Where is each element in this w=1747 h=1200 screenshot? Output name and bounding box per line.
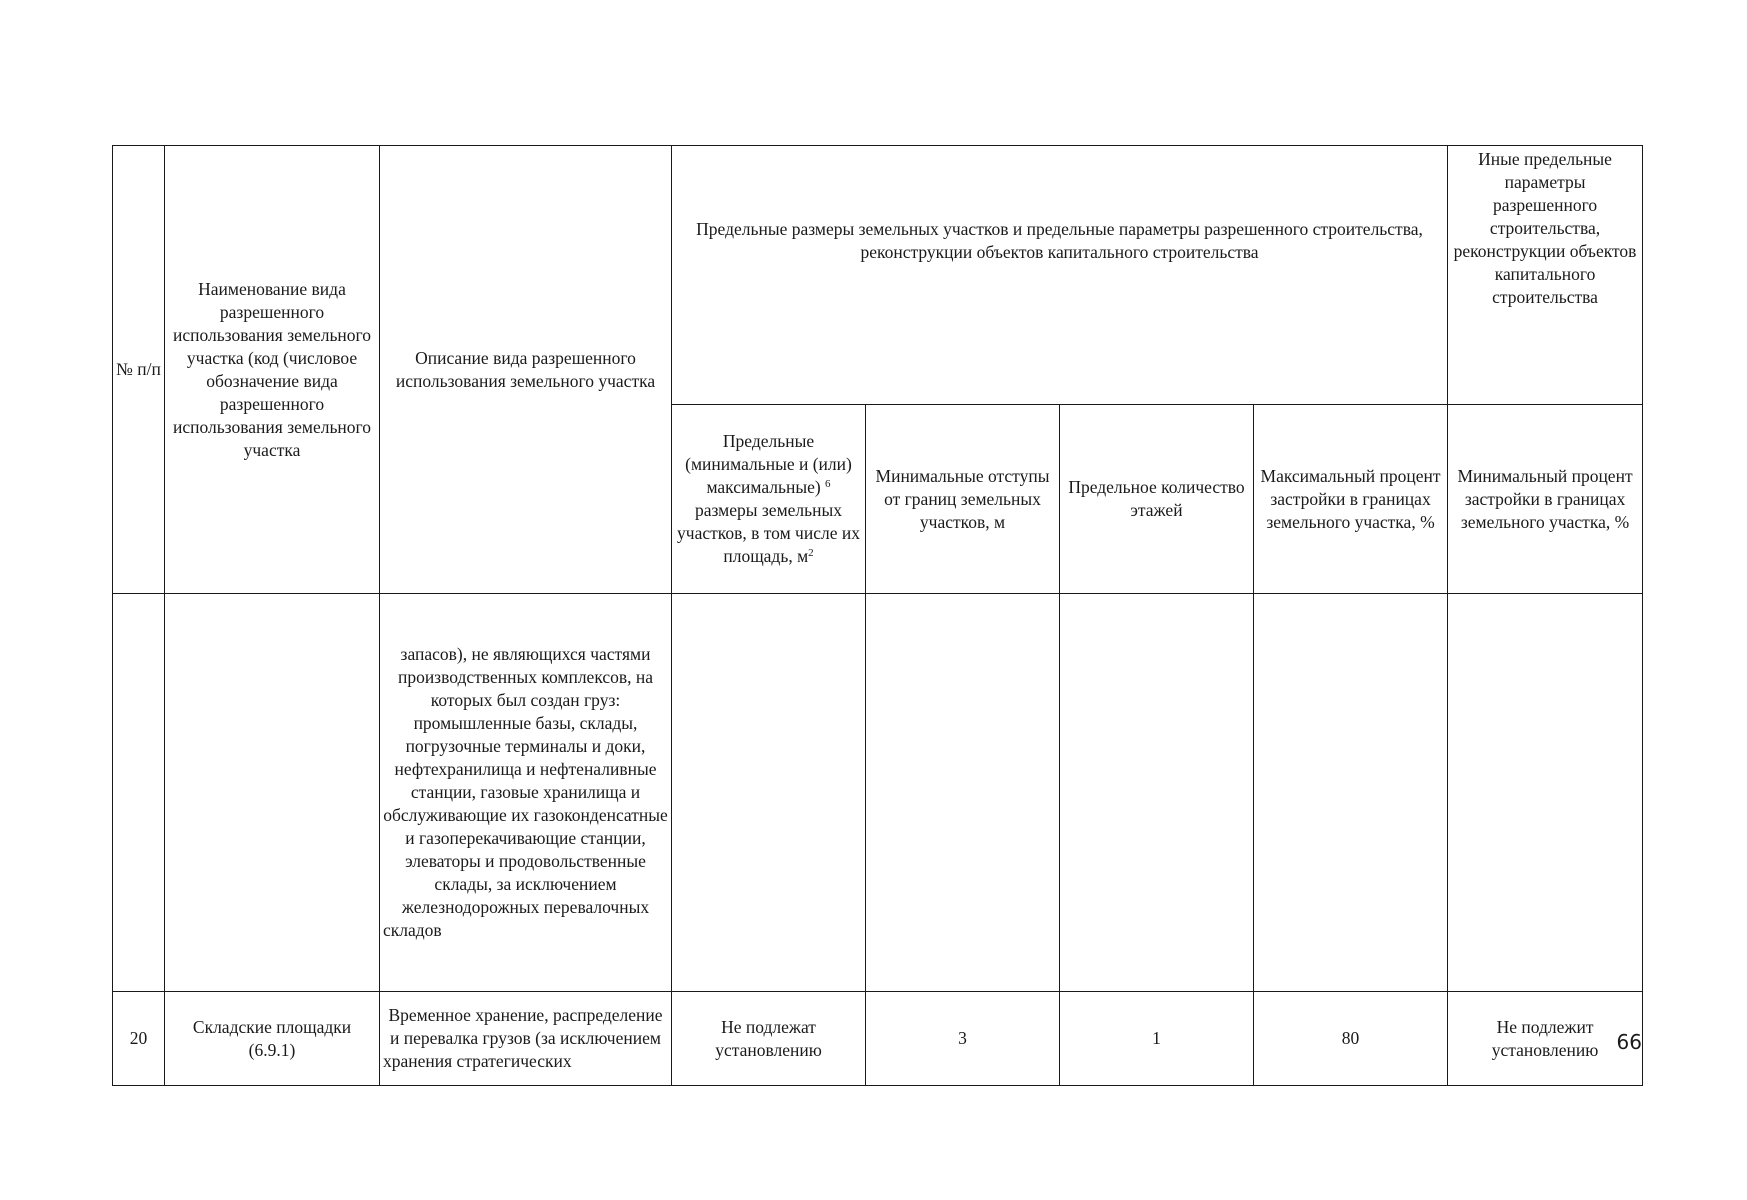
cell-name: Складские площадки (6.9.1) [165,992,380,1086]
cell-setbacks: 3 [866,992,1060,1086]
cell-floors [1060,594,1254,992]
cell-num [113,594,165,992]
cell-description: Временное хранение, распределение и перевалка грузов (за исключением хранения стратегических [380,992,672,1086]
header-name: Наименование вида разрешенного использования земельного участка (код (числовое обозначение вида разрешенного использования земельного участка [165,146,380,594]
header-row-1 [113,146,1643,405]
cell-setbacks [866,594,1060,992]
header-description: Описание вида разрешенного использования земельного участка [380,146,672,594]
header-sizes-text-2: размеры земельных участков, в том числе их площадь, м [677,500,860,566]
header-sizes-text: Предельные (минимальные и (или) максимальные) [685,431,852,497]
cell-sizes: Не подлежат установлению [672,992,866,1086]
header-num: № п/п [113,146,165,594]
table-row [113,992,1643,1086]
cell-min-build: Не подлежит установлению [1448,992,1643,1086]
header-group-limits: Предельные размеры земельных участков и предельные параметры разрешенного строительства, реконструкции объектов капитального строительства [672,146,1448,405]
cell-max-build [1254,594,1448,992]
cell-description: запасов), не являющихся частями производственных комплексов, на которых был создан груз: промышленные базы, склады, погрузочные терминалы и доки, нефтехранилища и нефтеналивные станции, газовые хранилища и обслуживающие их газоконденсатные и газоперекачивающие станции, элеваторы и продовольственные склады, за исключением железнодорожных перевалочных складов [380,594,672,992]
header-sizes [672,405,866,594]
header-setbacks: Минимальные отступы от границ земельных участков, м [866,405,1060,594]
page-number: 66 [1616,1030,1642,1054]
square-superscript: 2 [808,547,814,559]
table-row [113,594,1643,992]
header-other-params: Иные предельные параметры разрешенного строительства, реконструкции объектов капитального строительства [1448,146,1643,405]
cell-name [165,594,380,992]
cell-min-build [1448,594,1643,992]
header-floors: Предельное количество этажей [1060,405,1254,594]
cell-num: 20 [113,992,165,1086]
header-min-build: Минимальный процент застройки в границах земельного участка, % [1448,405,1643,594]
cell-sizes [672,594,866,992]
footnote-ref: 6 [825,478,831,490]
header-max-build: Максимальный процент застройки в границах земельного участка, % [1254,405,1448,594]
cell-floors: 1 [1060,992,1254,1086]
cell-max-build: 80 [1254,992,1448,1086]
regulations-table [112,145,1643,1086]
